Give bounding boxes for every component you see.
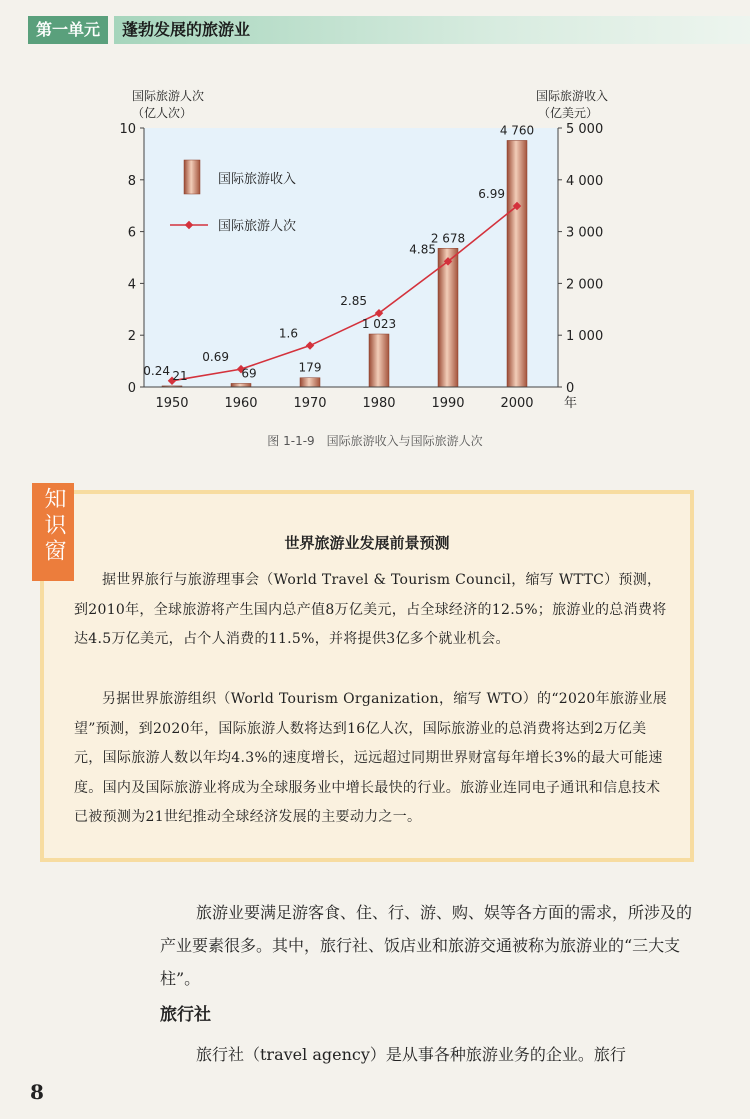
income-bar-label: 1 023 — [361, 317, 397, 332]
right-axis-unit: （亿美元） — [537, 106, 599, 120]
visitors-point-label: 4.85 — [409, 242, 436, 257]
visitors-point-label: 0.69 — [202, 350, 229, 365]
left-tick-label: 0 — [127, 381, 136, 396]
body-paragraph-1: 旅游业要满足游客食、住、行、游、购、娱等各方面的需求，所涉及的产业要素很多。其中，旅行社、饭店业和旅游交通被称为旅游业的“三大支柱”。 — [160, 903, 693, 988]
left-tick-label: 8 — [127, 173, 136, 189]
unit-label: 第一单元 — [28, 16, 108, 44]
x-tick-label: 2000 — [500, 396, 534, 411]
chart-container — [0, 80, 750, 460]
page-number: 8 — [30, 1080, 44, 1104]
income-bar-label: 2 678 — [430, 231, 466, 246]
income-bar — [300, 378, 320, 387]
knowledge-title: 世界旅游业发展前景预测 — [284, 534, 450, 552]
x-tick-label: 1960 — [224, 396, 258, 411]
right-tick-label: 3 000 — [566, 225, 604, 241]
left-axis-title: 国际旅游人次 — [131, 89, 205, 103]
knowledge-tag-text: 知识窗 — [41, 487, 66, 565]
income-bar-label: 179 — [298, 360, 322, 375]
right-tick-label: 5 000 — [566, 122, 604, 137]
unit-title: 蓬勃发展的旅游业 — [114, 16, 750, 44]
body-paragraph-2: 旅行社（travel agency）是从事各种旅游业务的企业。旅行 — [196, 1045, 626, 1064]
left-tick-label: 4 — [127, 277, 136, 293]
legend-bar-label: 国际旅游收入 — [218, 172, 297, 187]
chart-svg — [0, 80, 750, 430]
visitors-point-label: 1.6 — [278, 326, 298, 341]
right-tick-label: 1 000 — [566, 329, 604, 345]
knowledge-paragraph-1: 据世界旅行与旅游理事会（World Travel & Tourism Council，缩写 WTTC）预测，到2010年，全球旅游将产生国内总产值8万亿美元，占全球经济的12.5%；旅游业的总消费将达4.5万亿美元，占个人消费的11.5%，并将提供3亿多个就业机会。 — [74, 572, 667, 647]
legend-line-label: 国际旅游人次 — [218, 219, 297, 234]
income-bar-label: 4 760 — [499, 123, 535, 138]
left-axis-unit: （亿人次） — [131, 106, 193, 120]
page-header — [0, 14, 750, 48]
section-heading: 旅行社 — [160, 1005, 211, 1025]
income-bar — [438, 248, 458, 387]
right-tick-label: 2 000 — [566, 277, 604, 293]
x-axis-unit: 年 — [564, 396, 578, 411]
right-axis-title: 国际旅游收入 — [535, 89, 609, 103]
visitors-point-label: 6.99 — [478, 186, 505, 201]
figure-caption: 图 1-1-9 国际旅游收入与国际旅游人次 — [267, 434, 483, 448]
x-tick-label: 1950 — [155, 396, 189, 411]
income-bar — [369, 334, 389, 387]
income-bar — [507, 140, 527, 387]
x-tick-label: 1990 — [431, 396, 465, 411]
left-tick-label: 2 — [127, 329, 136, 345]
x-tick-label: 1970 — [293, 396, 327, 411]
left-tick-label: 10 — [119, 122, 136, 137]
left-tick-label: 6 — [127, 225, 136, 241]
visitors-point-label: 0.24 — [143, 363, 170, 378]
x-tick-label: 1980 — [362, 396, 396, 411]
right-tick-label: 4 000 — [566, 173, 604, 189]
plot-background — [144, 128, 558, 387]
income-bar-label: 21 — [172, 368, 188, 383]
right-tick-label: 0 — [566, 381, 575, 396]
income-bar — [231, 383, 251, 387]
income-bar-label: 69 — [241, 366, 257, 381]
knowledge-paragraph-2: 另据世界旅游组织（World Tourism Organization，缩写 WTO）的“2020年旅游业展望”预测，到2020年，国际旅游人数将达到16亿人次，国际旅游业的总消费将达到2万亿美元，国际旅游人数以年均4.3%的速度增长，远远超过同期世界财富每年增长3%的最大可能速度。国内及国际旅游业将成为全球服务业中增长最快的行业。旅游业连同电子通讯和信息技术已被预测为21世纪推动全球经济发展的主要动力之一。 — [74, 691, 668, 825]
visitors-point-label: 2.85 — [340, 294, 367, 309]
legend-bar-swatch — [184, 160, 200, 194]
